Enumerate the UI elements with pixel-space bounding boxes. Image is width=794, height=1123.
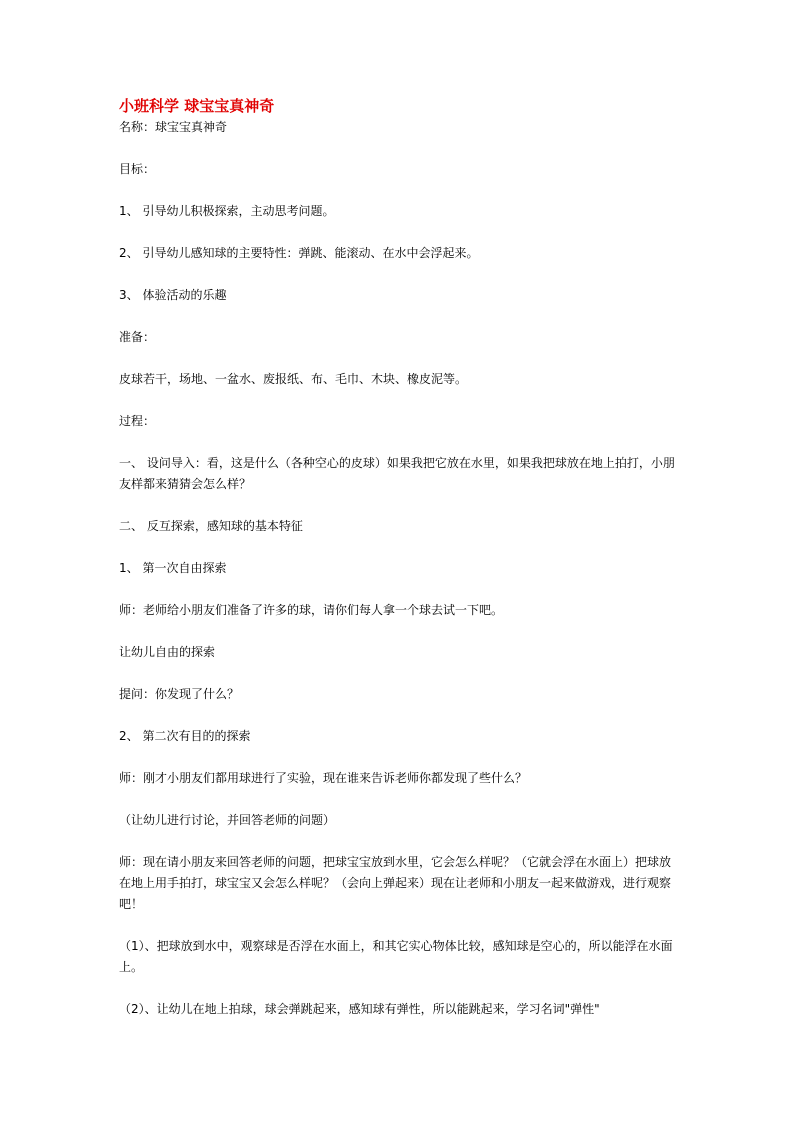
- paragraph-observe-2: （2）、让幼儿在地上拍球，球会弹跳起来，感知球有弹性，所以能跳起来，学习名词"弹性": [119, 1002, 600, 1016]
- paragraph-goal-3: 3、 体验活动的乐趣: [119, 288, 227, 302]
- paragraph-observe-1: （1）、把球放到水中，观察球是否浮在水面上，和其它实心物体比较，感知球是空心的，所以能浮在水面上。: [119, 939, 673, 974]
- paragraph-step-2: 二、 反互探索，感知球的基本特征: [119, 519, 303, 533]
- paragraph-goals-heading: 目标：: [119, 162, 156, 176]
- paragraph-goal-1: 1、 引导幼儿积极探索，主动思考问题。: [119, 204, 335, 218]
- paragraph-teacher-1: 师：老师给小朋友们准备了许多的球，请你们每人拿一个球去试一下吧。: [119, 603, 504, 617]
- paragraph-free-explore: 让幼儿自由的探索: [119, 645, 216, 659]
- paragraph-teacher-3: 师：现在请小朋友来回答老师的问题，把球宝宝放到水里，它会怎么样呢？（它就会浮在水面上）把球放在地上用手拍打，球宝宝又会怎么样呢？（会向上弹起来）现在让老师和小朋友一起来做游戏，进行观察吧！: [119, 855, 672, 911]
- paragraph-name: 名称：球宝宝真神奇: [119, 120, 228, 134]
- paragraph-question: 提问：你发现了什么？: [119, 687, 240, 701]
- paragraph-prep-heading: 准备：: [119, 330, 156, 344]
- document-page: [119, 95, 679, 1020]
- paragraph-materials: 皮球若干，场地、一盆水、废报纸、布、毛巾、木块、橡皮泥等。: [119, 372, 468, 386]
- paragraph-step-1: 一、 设问导入：看，这是什么（各种空心的皮球）如果我把它放在水里，如果我把球放在地上拍打，小朋友样都来猜猜会怎么样？: [119, 456, 675, 491]
- paragraph-explore-2: 2、 第二次有目的的探索: [119, 729, 251, 743]
- paragraph-discussion: （让幼儿进行讨论，并回答老师的问题）: [119, 813, 336, 827]
- paragraph-goal-2: 2、 引导幼儿感知球的主要特性：弹跳、能滚动、在水中会浮起来。: [119, 246, 479, 260]
- paragraph-teacher-2: 师：刚才小朋友们都用球进行了实验，现在谁来告诉老师你都发现了些什么？: [119, 771, 528, 785]
- paragraph-process-heading: 过程：: [119, 414, 156, 428]
- paragraph-explore-1: 1、 第一次自由探索: [119, 561, 227, 575]
- document-title: 小班科学 球宝宝真神奇: [119, 97, 275, 115]
